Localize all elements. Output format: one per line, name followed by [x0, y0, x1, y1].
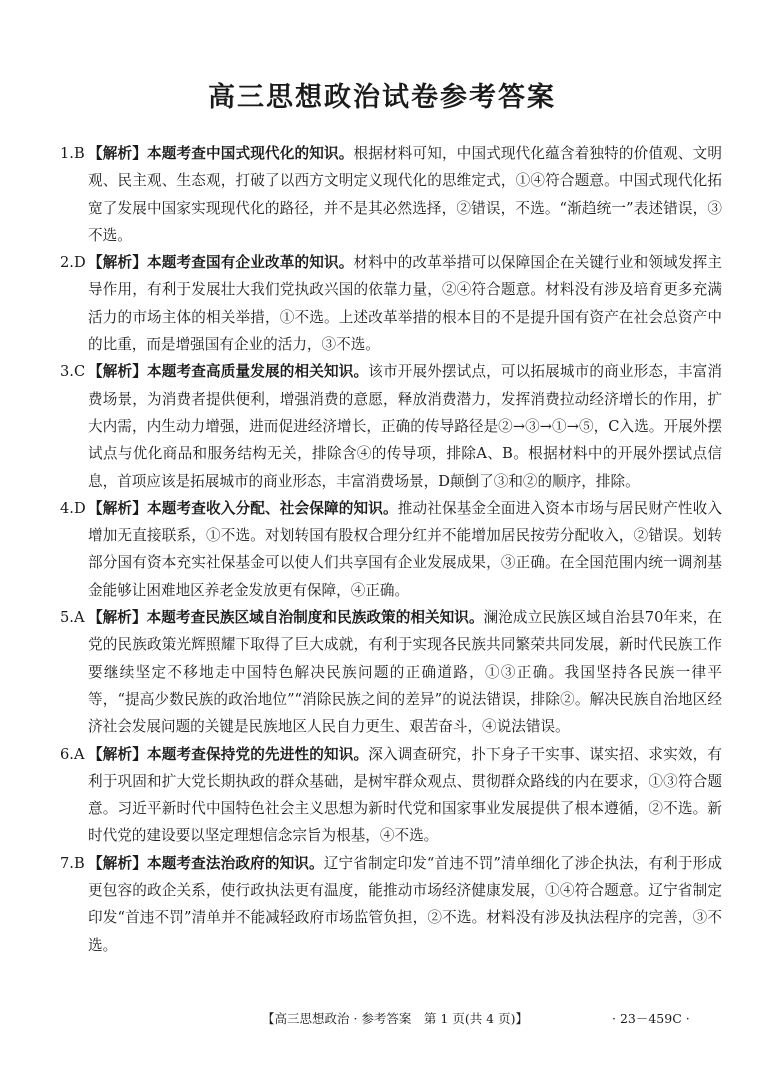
answer-body: 该市开展外摆试点，可以拓展城市的商业形态，丰富消费场景，为消费者提供便利，增强消费的意愿，释放消费潜力，发挥消费拉动经济增长的作用，扩大内需，内生动力增强，进而促进经济增长，正确的传导路径是②→③→①→⑤，C入选。开展外摆试点与优化商品和服务结构无关，排除含④的传导项，排除A、B。根据材料中的开展外摆试点信息，首项应该是拓展城市的商业形态，丰富消费场景，D颠倒了③和②的顺序，排除。: [88, 363, 722, 490]
analysis-tag: 【解析】: [88, 745, 147, 763]
answer-body: 辽宁省制定印发“首违不罚”清单细化了涉企执法，有利于形成更包容的政企关系，使行政执法更有温度，能推动市场经济健康发展，①④符合题意。辽宁省制定印发“首违不罚”清单并不能减轻政府市场监管负担，②不选。材料没有涉及执法程序的完善，③不选。: [88, 854, 722, 954]
answer-topic: 本题考查法治政府的知识。: [146, 854, 324, 872]
answer-number: 2.D: [60, 254, 86, 272]
answer-number: 3.C: [60, 363, 86, 381]
analysis-tag: 【解析】: [88, 499, 147, 517]
answer-topic: 本题考查高质量发展的相关知识。: [147, 363, 369, 381]
footer-exam-code: · 23－459C ·: [612, 1011, 690, 1026]
answer-body: 澜沧成立民族区域自治县70年来，在党的民族政策光辉照耀下取得了巨大成就，有利于实现各民族共同繁荣共同发展，新时代民族工作要继续坚定不移地走中国特色解决民族问题的正确道路，①③正确。我国坚持各民族一律平等，“提高少数民族的政治地位”“消除民族之间的差异”的说法错误，排除②。解决民族自治地区经济社会发展问题的关键是民族地区人民自力更生、艰苦奋斗，④说法错误。: [88, 609, 722, 736]
answer-item-6: [60, 741, 722, 850]
answer-item-3: [60, 358, 722, 494]
answer-body: 推动社保基金全面进入资本市场与居民财产性收入增加无直接联系，①不选。对划转国有股权合理分红并不能增加居民按劳分配收入，②错误。划转部分国有资本充实社保基金可以使人们共享国有企业发展成果，③正确。在全国范围内统一调剂基金能够让困难地区养老金发放更有保障，④正确。: [88, 499, 722, 599]
answer-body: 深入调查研究，扑下身子干实事、谋实招、求实效，有利于巩固和扩大党长期执政的群众基础，是树牢群众观点、贯彻群众路线的内在要求，①③符合题意。习近平新时代中国特色社会主义思想为新时代党和国家事业发展提供了根本遵循，②不选。新时代党的建设要以坚定理想信念宗旨为根基，④不选。: [88, 745, 722, 845]
answer-number: 4.D: [60, 499, 86, 517]
page-title: 高三思想政治试卷参考答案: [208, 82, 556, 113]
answer-body: 材料中的改革举措可以保障国企在关键行业和领域发挥主导作用，有利于发展壮大我们党执政兴国的依靠力量，②④符合题意。材料没有涉及培育更多充满活力的市场主体的相关举措，①不选。上述改革举措的根本目的不是提升国有资产在社会总资产中的比重，而是增强国有企业的活力，③不选。: [88, 254, 722, 354]
footer-page-info: 【高三思想政治 · 参考答案 第 1 页(共 4 页)】: [262, 1011, 528, 1026]
answer-topic: 本题考查收入分配、社会保障的知识。: [147, 499, 398, 517]
answer-number: 7.B: [60, 854, 85, 872]
answer-topic: 本题考查民族区域自治制度和民族政策的相关知识。: [146, 609, 484, 627]
analysis-tag: 【解析】: [88, 363, 147, 381]
answer-number: 5.A: [60, 609, 85, 627]
answer-item-2: [60, 249, 722, 358]
answer-topic: 本题考查中国式现代化的知识。: [147, 145, 354, 162]
analysis-tag: 【解析】: [88, 609, 147, 627]
answer-item-7: [60, 850, 722, 959]
answer-number: 1.B: [60, 145, 85, 162]
analysis-tag: 【解析】: [88, 254, 147, 272]
analysis-tag: 【解析】: [88, 854, 147, 872]
answer-number: 6.A: [60, 745, 85, 763]
analysis-tag: 【解析】: [88, 145, 147, 162]
answer-topic: 本题考查保持党的先进性的知识。: [147, 745, 369, 763]
answer-item-1: [60, 140, 722, 249]
answer-body: 根据材料可知，中国式现代化蕴含着独特的价值观、文明观、民主观、生态观，打破了以西方文明定义现代化的思维定式，①④符合题意。中国式现代化拓宽了发展中国家实现现代化的路径，并不是其必然选择，②错误，不选。“渐趋统一”表述错误，③不选。: [88, 145, 722, 244]
answer-item-4: [60, 495, 722, 604]
answer-list: [60, 140, 722, 959]
answer-topic: 本题考查国有企业改革的知识。: [147, 254, 354, 272]
answer-item-5: [60, 604, 722, 740]
